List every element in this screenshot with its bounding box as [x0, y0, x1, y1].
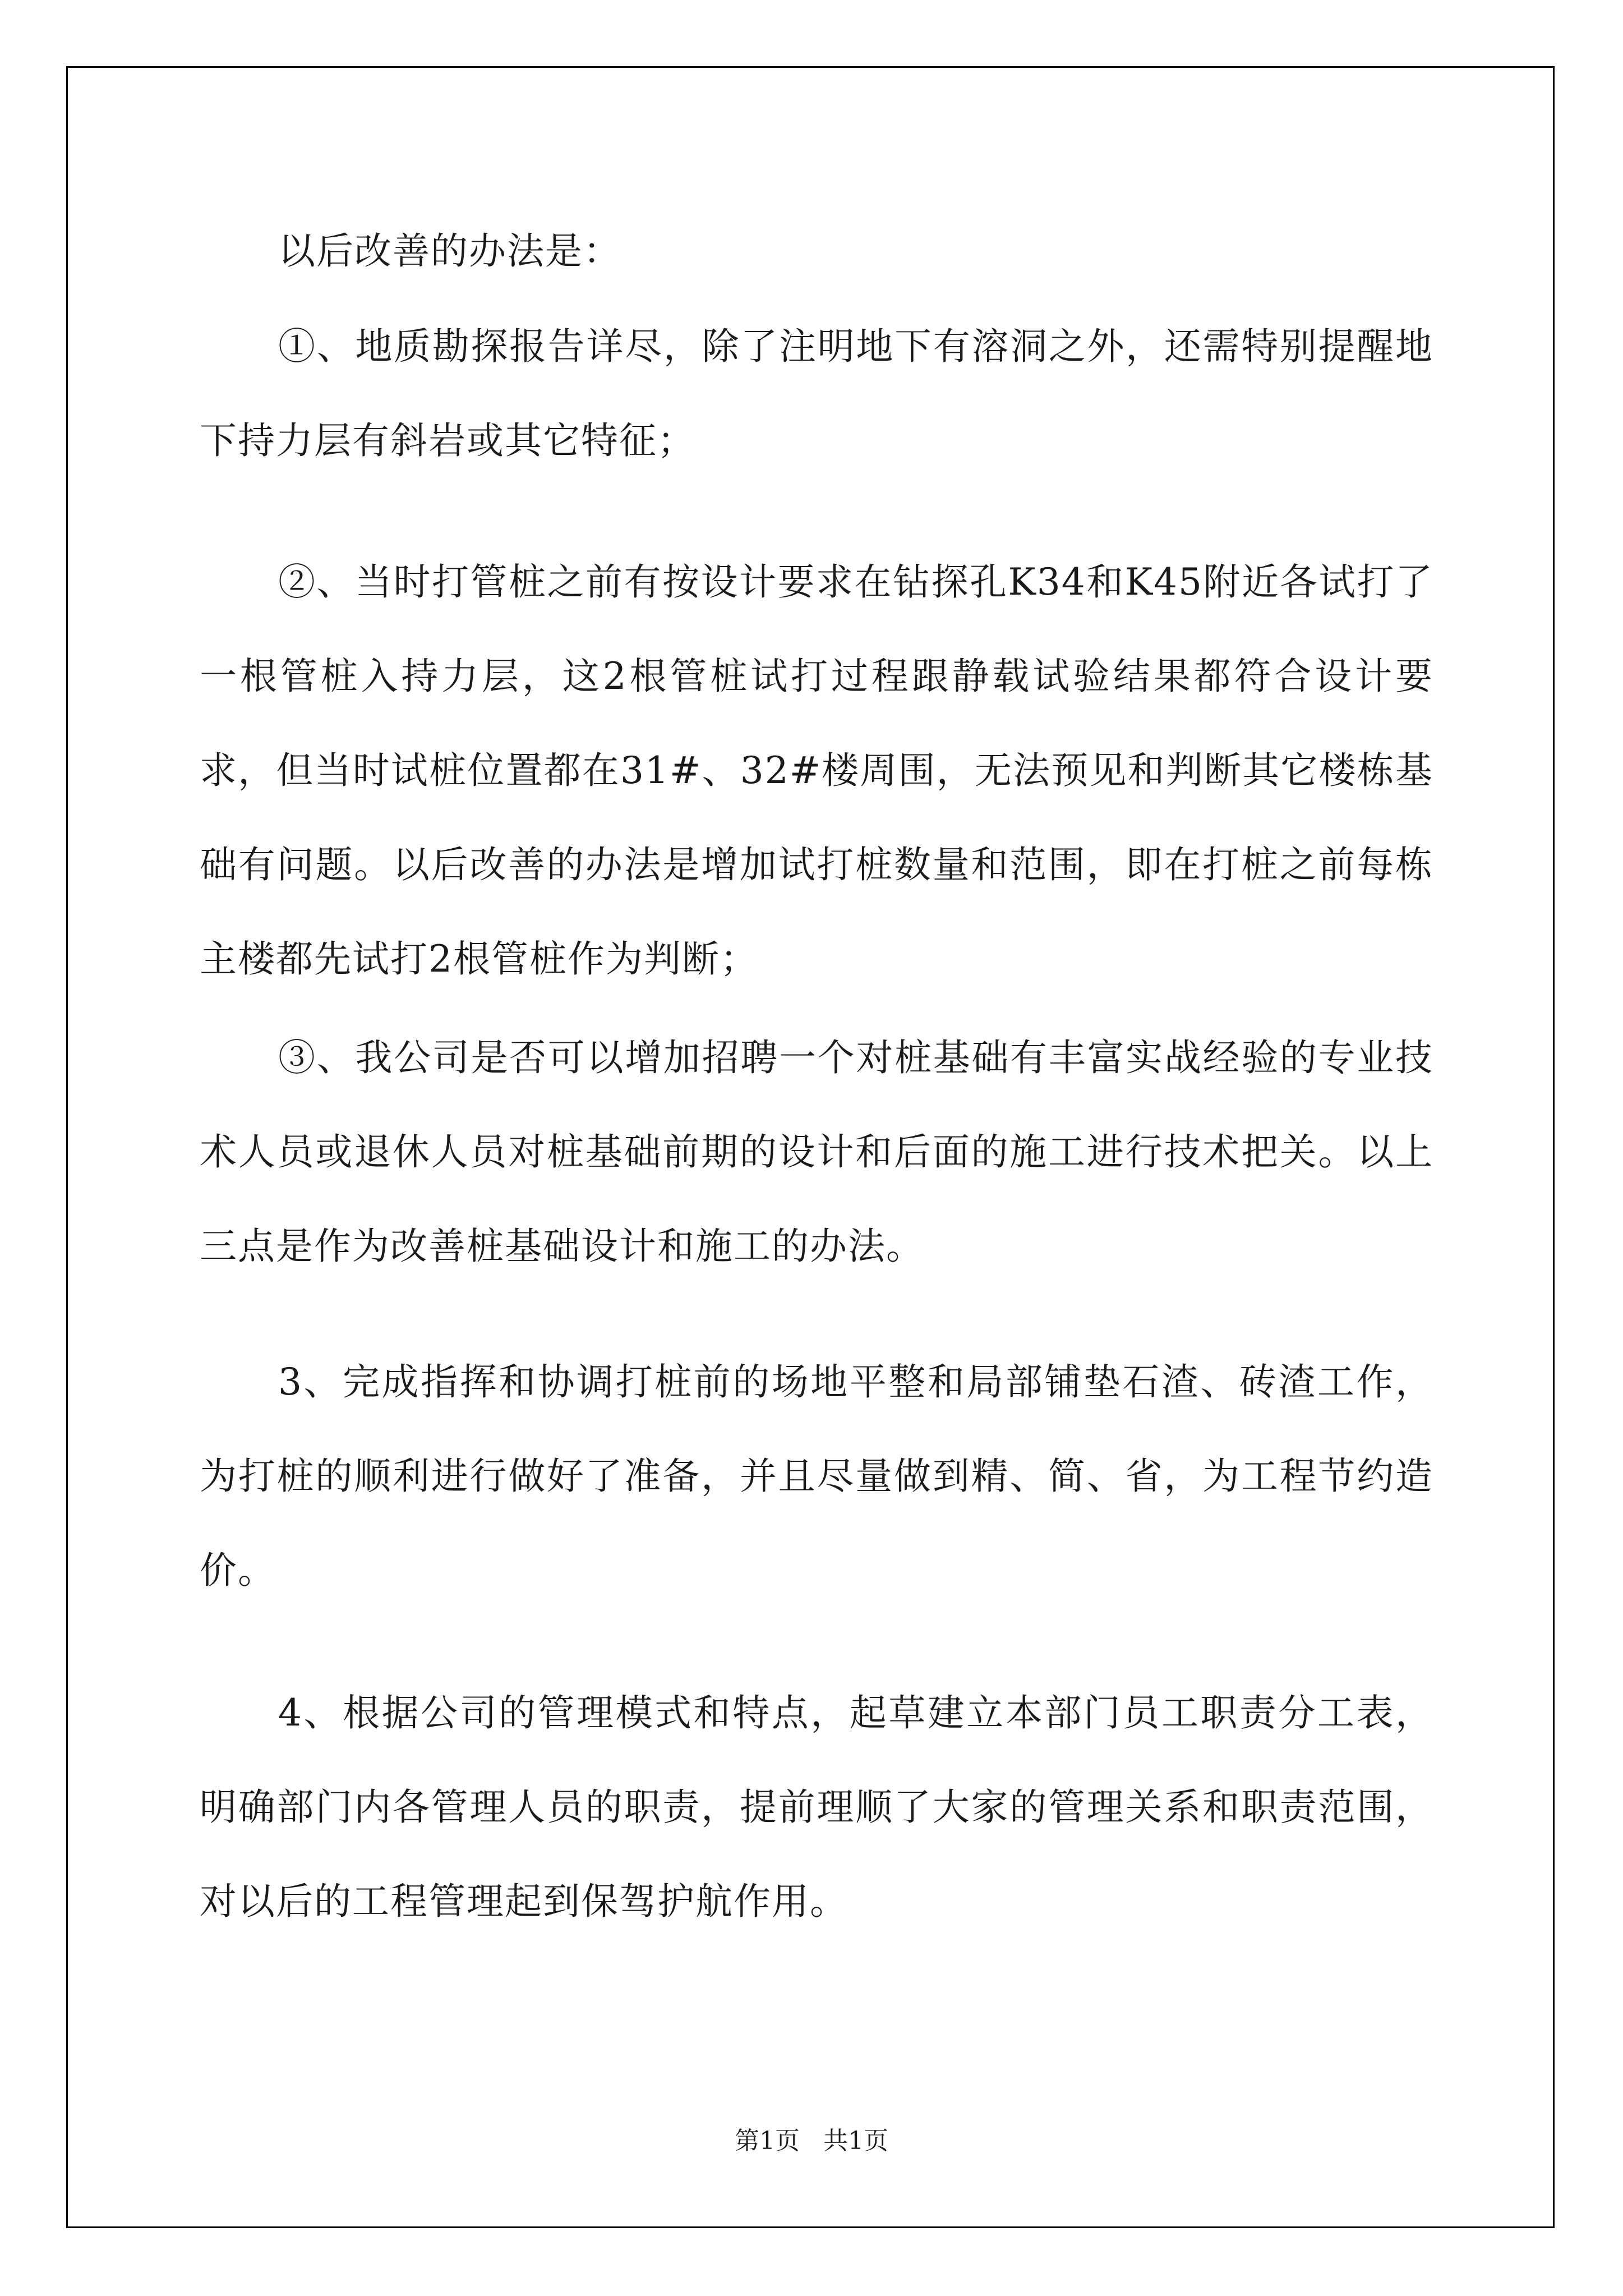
page-footer: 第1页 共1页 — [735, 2127, 888, 2155]
paragraph-section-3: 3、完成指挥和协调打桩前的场地平整和局部铺垫石渣、砖渣工作，为打桩的顺利进行做好了准备，并且尽量做到精、简、省，为工程节约造价。 — [200, 1360, 1433, 1592]
paragraph-section-4: 4、根据公司的管理模式和特点，起草建立本部门员工职责分工表，明确部门内各管理人员的职责，提前理顺了大家的管理关系和职责范围，对以后的工程管理起到保驾护航作用。 — [200, 1691, 1433, 1923]
paragraph-item-1: ①、地质勘探报告详尽，除了注明地下有溶洞之外，还需特别提醒地下持力层有斜岩或其它特征； — [200, 325, 1433, 462]
paragraph-item-3: ③、我公司是否可以增加招聘一个对桩基础有丰富实战经验的专业技术人员或退休人员对桩基础前期的设计和后面的施工进行技术把关。以上三点是作为改善桩基础设计和施工的办法。 — [200, 1036, 1433, 1268]
paragraph-intro: 以后改善的办法是： — [278, 229, 621, 273]
paragraph-item-2: ②、当时打管桩之前有按设计要求在钻探孔K34和K45附近各试打了一根管桩入持力层，这2根管桩试打过程跟静载试验结果都符合设计要求，但当时试桩位置都在31#、32#楼周围，无法预见和判断其它楼栋基础有问题。以后改善的办法是增加试打桩数量和范围，即在打桩之前每栋主楼都先试打2根管桩作为判断； — [200, 560, 1433, 981]
